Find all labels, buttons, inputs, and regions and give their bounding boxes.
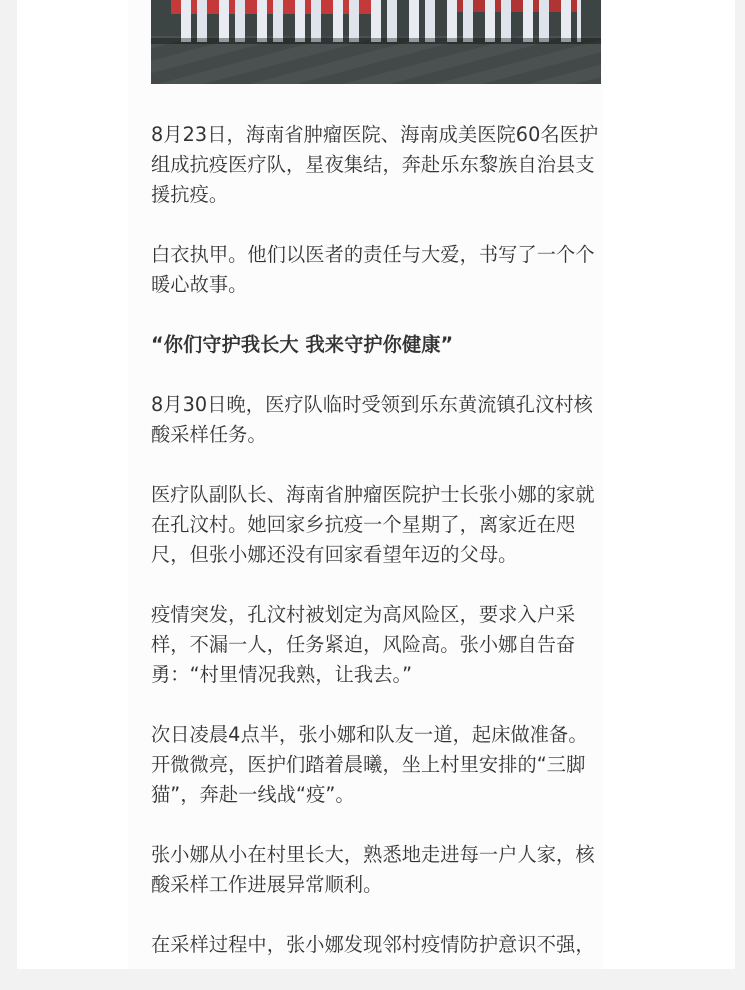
article-paragraph: 张小娜从小在村里长大，熟悉地走进每一户人家，核酸采样工作进展异常顺利。: [151, 843, 595, 896]
article-paragraph: 次日凌晨4点半，张小娜和队友一道，起床做准备。开微微亮，医护们踏着晨曦，坐上村里安排的“三脚猫”，奔赴一线战“疫”。: [151, 723, 588, 806]
article-paragraph: 8月30日晚，医疗队临时受领到乐东黄流镇孔汶村核酸采样任务。: [151, 393, 593, 446]
article-paragraph: 疫情突发，孔汶村被划定为高风险区，要求入户采样，不漏一人，任务紧迫，风险高。张小娜自告奋勇：“村里情况我熟，让我去。”: [151, 603, 576, 686]
article-paragraph: 在采样过程中，张小娜发现邻村疫情防护意识不强，: [151, 933, 595, 956]
article-paragraph: 白衣执甲。他们以医者的责任与大爱，书写了一个个暖心故事。: [151, 243, 595, 296]
article-body: [151, 120, 603, 990]
article-paragraph: 8月23日，海南省肿瘤医院、海南成美医院60名医护组成抗疫医疗队，星夜集结，奔赴乐东黎族自治县支援抗疫。: [151, 123, 599, 206]
article-photo: [151, 0, 601, 84]
section-heading: “你们守护我长大 我来守护你健康”: [151, 333, 454, 356]
article-paragraph: 医疗队副队长、海南省肿瘤医院护士长张小娜的家就在孔汶村。她回家乡抗疫一个星期了，离家近在咫尺，但张小娜还没有回家看望年迈的父母。: [151, 483, 595, 566]
